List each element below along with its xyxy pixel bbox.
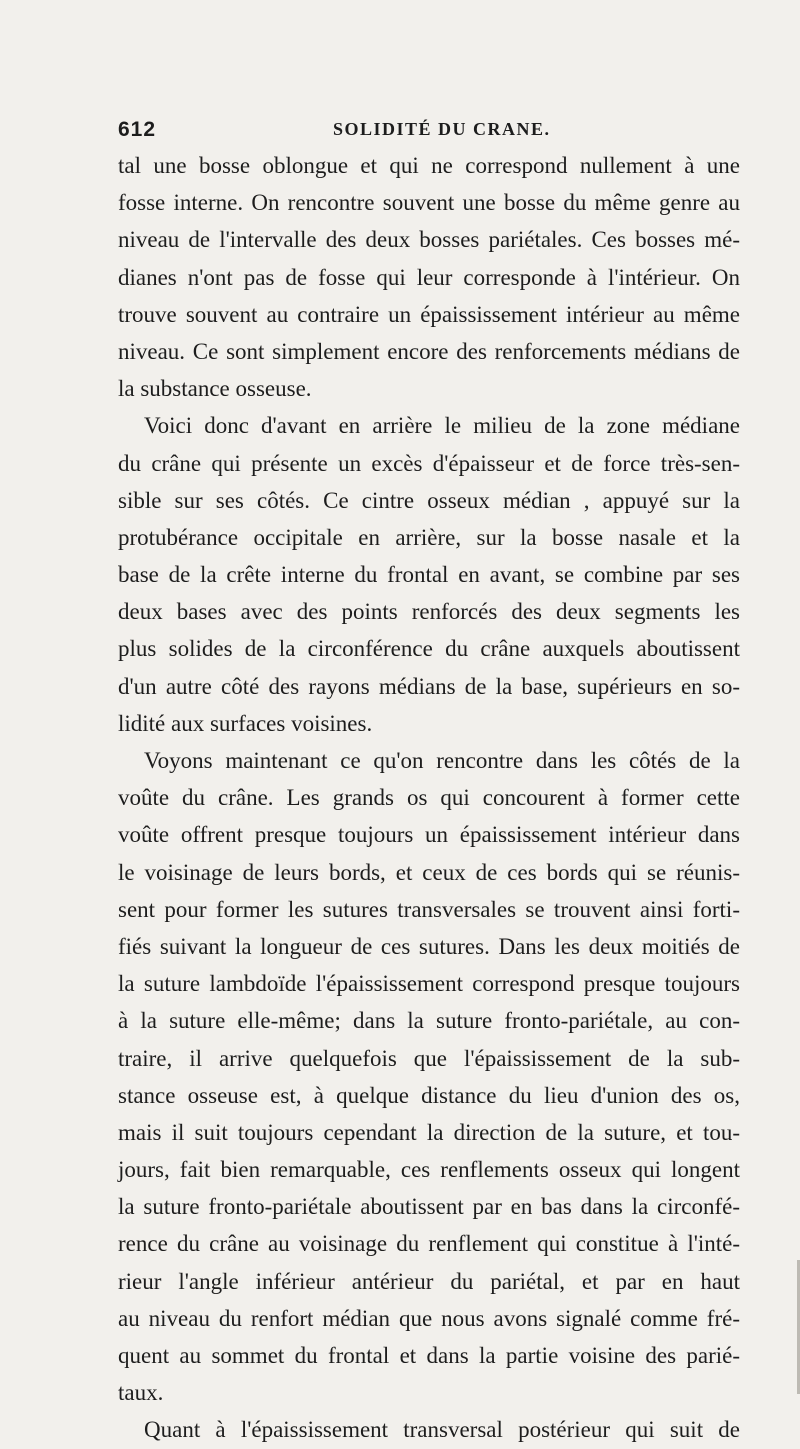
text-line: niveau de l'intervalle des deux bosses pariétales. Ces bosses mé- <box>118 227 740 253</box>
text-line: voûte du crâne. Les grands os qui concourent à former cette <box>118 785 740 811</box>
text-line: plus solides de la circonférence du crâne auxquels aboutissent <box>118 636 740 662</box>
body-text <box>118 147 740 1449</box>
text-line: sible sur ses côtés. Ce cintre osseux médian , appuyé sur la <box>118 487 740 513</box>
text-line: taux. <box>118 1380 164 1406</box>
text-line: Voici donc d'avant en arrière le milieu de la zone médiane <box>144 413 740 439</box>
text-line: rieur l'angle inférieur antérieur du pariétal, et par en haut <box>118 1268 740 1294</box>
text-line: à la suture elle-même; dans la suture fronto-pariétale, au con- <box>118 1008 740 1034</box>
text-line: au niveau du renfort médian que nous avons signalé comme fré- <box>118 1305 740 1331</box>
text-line: fiés suivant la longueur de ces sutures. Dans les deux moitiés de <box>118 933 740 959</box>
text-line: mais il suit toujours cependant la direction de la suture, et tou- <box>118 1119 740 1145</box>
text-line: sent pour former les sutures transversales se trouvent ainsi forti- <box>118 896 740 922</box>
text-line: voûte offrent presque toujours un épaississement intérieur dans <box>118 822 740 848</box>
text-line: Quant à l'épaississement transversal postérieur qui suit de <box>144 1417 740 1443</box>
text-line: rence du crâne au voisinage du renflement qui constitue à l'inté- <box>118 1231 740 1257</box>
text-line: dianes n'ont pas de fosse qui leur corresponde à l'intérieur. On <box>118 264 740 290</box>
text-line: le voisinage de leurs bords, et ceux de ces bords qui se réunis- <box>118 859 740 885</box>
text-line: la suture lambdoïde l'épaississement correspond presque toujours <box>118 971 740 997</box>
running-head <box>118 118 740 148</box>
text-line: deux bases avec des points renforcés des deux segments les <box>118 599 740 625</box>
text-line: protubérance occipitale en arrière, sur la bosse nasale et la <box>118 524 740 550</box>
text-line: jours, fait bien remarquable, ces renflements osseux qui longent <box>118 1157 740 1183</box>
text-line: niveau. Ce sont simplement encore des renforcements médians de <box>118 338 740 364</box>
text-line: trouve souvent au contraire un épaississement intérieur au même <box>118 301 740 327</box>
text-line: quent au sommet du frontal et dans la partie voisine des parié- <box>118 1343 740 1368</box>
text-line: stance osseuse est, à quelque distance du lieu d'union des os, <box>118 1082 740 1108</box>
text-line: base de la crête interne du frontal en avant, se combine par ses <box>118 562 740 588</box>
text-line: Voyons maintenant ce qu'on rencontre dans les côtés de la <box>144 748 740 773</box>
text-line: du crâne qui présente un excès d'épaisseur et de force très-sen- <box>118 450 740 476</box>
text-line: la substance osseuse. <box>118 376 312 402</box>
text-line: fosse interne. On rencontre souvent une bosse du même genre au <box>118 190 740 216</box>
page-number: 612 <box>118 118 157 141</box>
text-line: la suture fronto-pariétale aboutissent par en bas dans la circonfé- <box>118 1194 740 1220</box>
text-line: d'un autre côté des rayons médians de la base, supérieurs en so- <box>118 673 740 699</box>
text-line: traire, il arrive quelquefois que l'épaississement de la sub- <box>118 1045 740 1071</box>
running-title: SOLIDITÉ DU CRANE. <box>333 119 551 139</box>
text-line: tal une bosse oblongue et qui ne correspond nullement à une <box>118 153 740 178</box>
text-line: lidité aux surfaces voisines. <box>118 710 373 736</box>
